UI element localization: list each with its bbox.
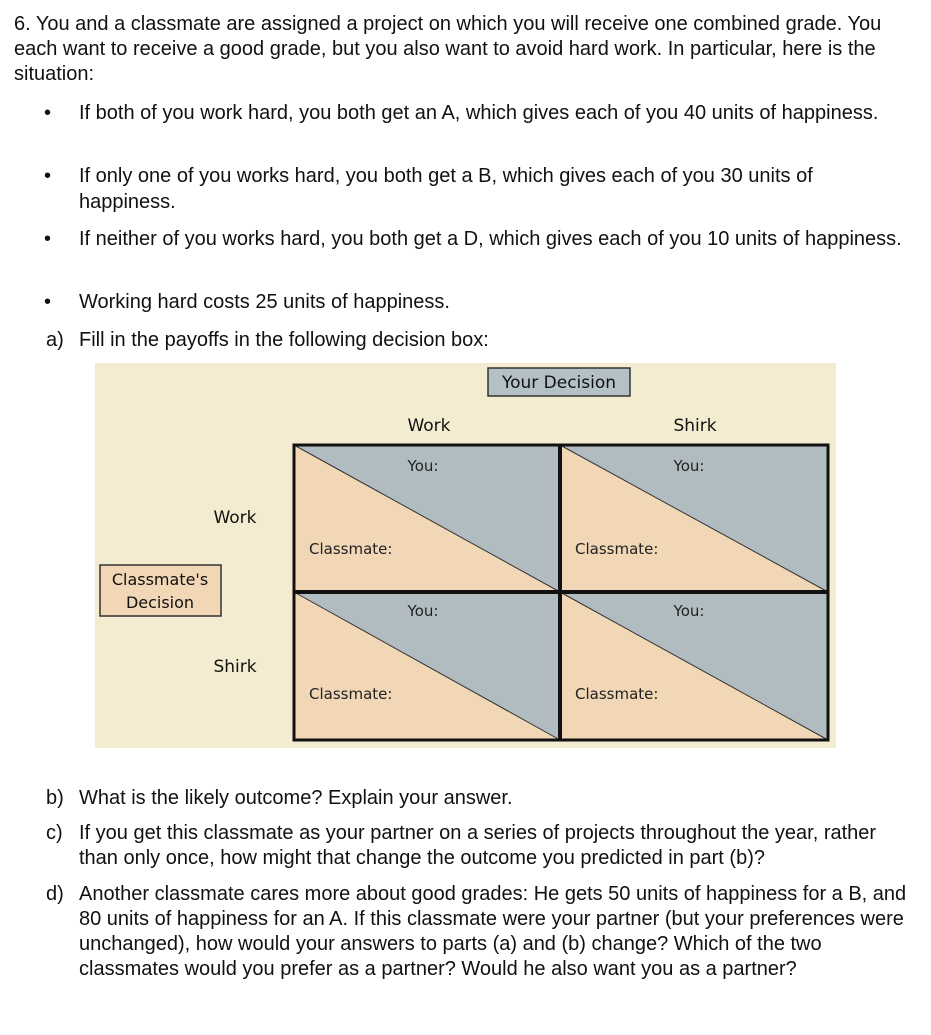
you-payoff-label: You: xyxy=(407,457,439,475)
column-shirk-label: Shirk xyxy=(673,416,717,436)
part-d-text: Another classmate cares more about good grades: He gets 50 units of happiness for a B, and 80 units of happiness for an A. If this classmate were your partner (but your preferences were unchanged), how would your answers to parts (a) and (b) change? Which of the two classmates would you prefer as a partner? Would he also want you as a partner? xyxy=(79,883,907,980)
classmate-payoff-label: Classmate: xyxy=(575,685,659,703)
part-a-label: a) xyxy=(46,329,64,351)
cell-work-work xyxy=(294,445,560,592)
bullet-neither-works: If neither of you works hard, you both get a D, which gives each of you 10 units of happiness. xyxy=(79,228,902,250)
question-intro: 6. You and a classmate are assigned a project on which you will receive one combined grade. You each want to receive a good grade, but you also want to avoid hard work. In particular, here is the situation: xyxy=(14,13,882,85)
you-payoff-label: You: xyxy=(407,602,439,620)
cell-work-shirk xyxy=(560,445,828,592)
you-payoff-label: You: xyxy=(673,602,705,620)
part-b-text: What is the likely outcome? Explain your answer. xyxy=(79,787,513,809)
part-a-text: Fill in the payoffs in the following decision box: xyxy=(79,329,489,351)
bullet-one-works: If only one of you works hard, you both get a B, which gives each of you 30 units of happiness. xyxy=(79,165,813,213)
decision-box xyxy=(95,363,836,748)
bullet-marker: • xyxy=(44,228,52,250)
bullet-marker: • xyxy=(44,165,52,187)
part-b-label: b) xyxy=(46,787,64,809)
classmate-payoff-label: Classmate: xyxy=(309,685,393,703)
cell-shirk-work xyxy=(294,592,560,740)
row-work-label: Work xyxy=(213,508,257,528)
bullet-both-work: If both of you work hard, you both get an A, which gives each of you 40 units of happiness. xyxy=(79,102,879,124)
your-decision-label: Your Decision xyxy=(501,373,617,393)
column-work-label: Work xyxy=(407,416,451,436)
classmate-payoff-label: Classmate: xyxy=(309,540,393,558)
part-c-label: c) xyxy=(46,822,63,844)
classmate-payoff-label: Classmate: xyxy=(575,540,659,558)
part-d-label: d) xyxy=(46,883,64,905)
bullet-marker: • xyxy=(44,291,52,313)
classmate-decision-label-1: Classmate's xyxy=(111,570,209,589)
cell-shirk-shirk xyxy=(560,592,828,740)
row-shirk-label: Shirk xyxy=(213,657,257,677)
bullet-work-cost: Working hard costs 25 units of happiness. xyxy=(79,291,450,313)
classmate-decision-label-2: Decision xyxy=(125,593,195,612)
you-payoff-label: You: xyxy=(673,457,705,475)
part-c-text: If you get this classmate as your partner on a series of projects throughout the year, rather than only once, how might that change the outcome you predicted in part (b)? xyxy=(79,822,877,869)
bullet-marker: • xyxy=(44,102,52,124)
